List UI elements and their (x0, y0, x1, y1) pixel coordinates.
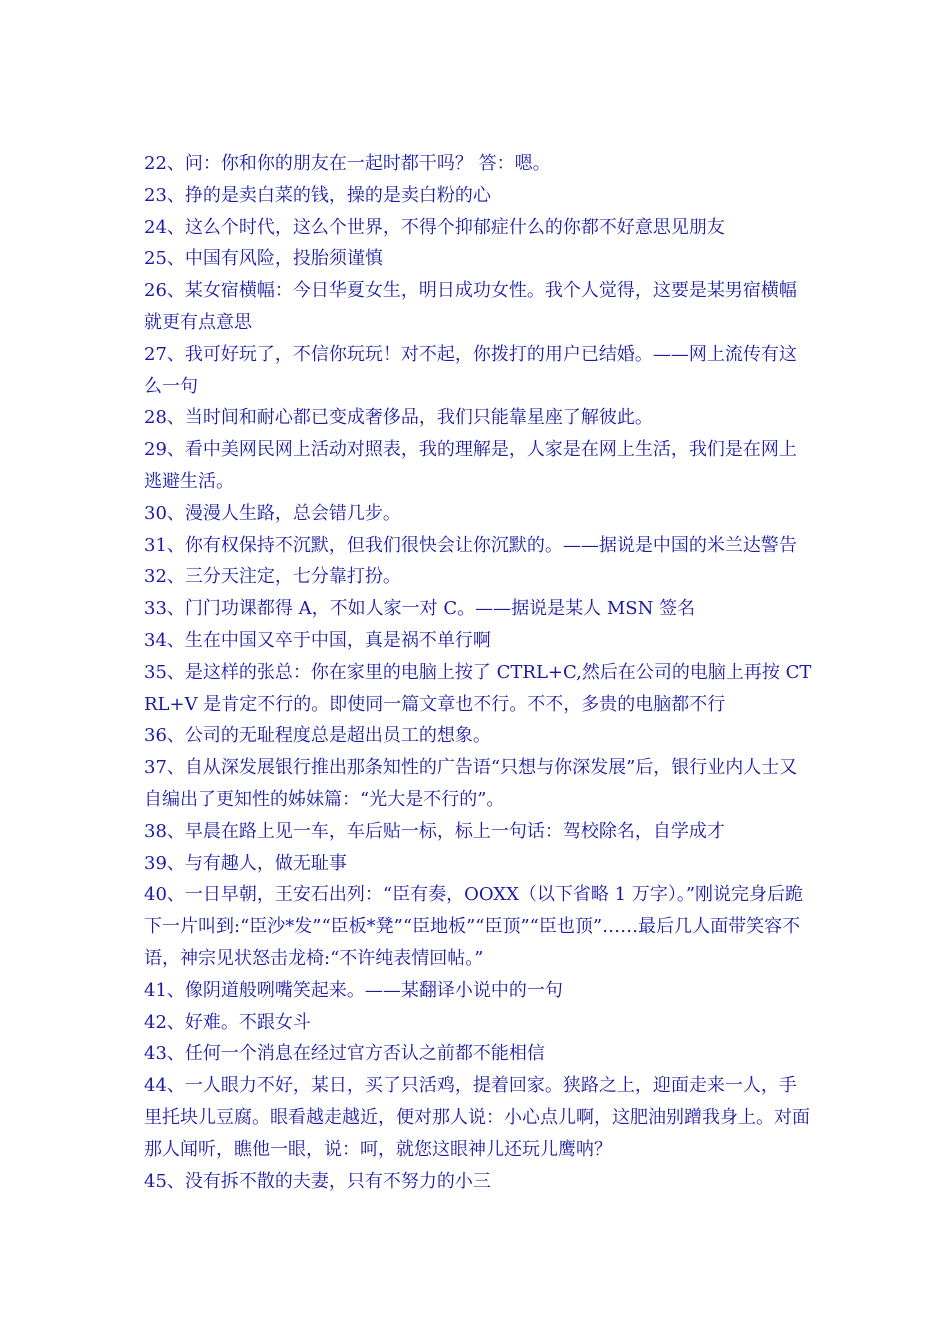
entry-38: 38、早晨在路上见一车，车后贴一标，标上一句话：驾校除名，自学成才 (144, 820, 725, 842)
entry-37: 37、自从深发展银行推出那条知性的广告语“只想与你深发展”后，银行业内人士又自编出了更知性的姊妹篇：“光大是不行的”。 (144, 757, 798, 810)
entry-29: 29、看中美网民网上活动对照表，我的理解是，人家是在网上生活，我们是在网上逃避生活。 (144, 439, 797, 492)
entry-22: 22、问：你和你的朋友在一起时都干吗？ 答：嗯。 (144, 153, 551, 174)
entry-43: 43、任何一个消息在经过官方否认之前都不能相信 (144, 1043, 545, 1065)
entry-24: 24、这么个时代，这么个世界，不得个抑郁症什么的你都不好意思见朋友 (144, 216, 725, 238)
entry-42: 42、好难。不跟女斗 (144, 1011, 311, 1033)
entry-34: 34、生在中国又卒于中国，真是祸不单行啊 (144, 629, 491, 651)
entry-28: 28、当时间和耐心都已变成奢侈品，我们只能靠星座了解彼此。 (144, 407, 653, 429)
entry-26: 26、某女宿横幅：今日华夏女生，明日成功女性。我个人觉得，这要是某男宿横幅就更有点意思 (144, 280, 797, 333)
entry-40: 40、一日早朝，王安石出列：“臣有奏，OOXX（以下省略 1 万字）。”刚说完身后跪下一片叫到:“臣沙*发”“臣板*凳”“臣地板”“臣顶”“臣也顶”……最后几人面带笑容不语，神宗见状怒击龙椅:“不许纯表情回帖。” (144, 884, 804, 969)
entry-27: 27、我可好玩了，不信你玩玩！对不起，你拨打的用户已结婚。——网上流传有这么一句 (144, 343, 797, 397)
entry-39: 39、与有趣人，做无耻事 (144, 852, 347, 874)
entry-36: 36、公司的无耻程度总是超出员工的想象。 (144, 725, 491, 747)
entry-45: 45、没有拆不散的夫妻，只有不努力的小三 (144, 1170, 491, 1192)
entry-41: 41、像阴道般咧嘴笑起来。——某翻译小说中的一句 (144, 979, 563, 1001)
entry-30: 30、漫漫人生路，总会错几步。 (144, 502, 401, 524)
entry-32: 32、三分天注定，七分靠打扮。 (144, 566, 401, 588)
document-body (144, 148, 812, 1197)
entry-44: 44、一人眼力不好，某日，买了只活鸡，提着回家。狭路之上，迎面走来一人，手里托块儿豆腐。眼看越走越近，便对那人说：小心点儿啊，这肥油别蹭我身上。对面那人闻听，瞧他一眼，说：呵，就您这眼神儿还玩儿鹰呐？ (144, 1075, 810, 1160)
entry-23: 23、挣的是卖白菜的钱，操的是卖白粉的心 (144, 184, 491, 206)
entry-25: 25、中国有风险，投胎须谨慎 (144, 248, 383, 270)
entry-31: 31、你有权保持不沉默，但我们很快会让你沉默的。——据说是中国的米兰达警告 (144, 534, 797, 556)
entry-33: 33、门门功课都得 A，不如人家一对 C。——据说是某人 MSN 签名 (144, 598, 696, 620)
entry-35: 35、是这样的张总：你在家里的电脑上按了 CTRL+C,然后在公司的电脑上再按 CTRL+V 是肯定不行的。即使同一篇文章也不行。不不，多贵的电脑都不行 (144, 661, 812, 715)
